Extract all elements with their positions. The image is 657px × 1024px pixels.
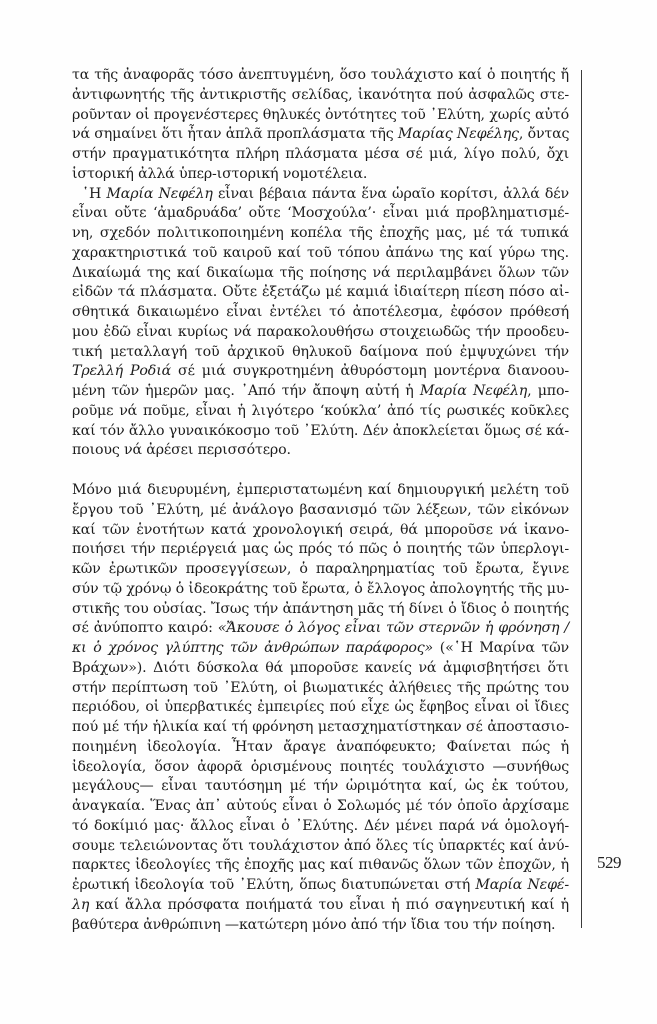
text-line	[72, 441, 569, 461]
text-line	[72, 580, 569, 600]
text-line	[72, 758, 569, 778]
text-line	[72, 560, 569, 580]
text-span: σθητικά δικαιωμένο εἶναι ἐντέλει τό ἀποτέλεσμα, ἐφόσον πρόθεσή	[72, 304, 569, 320]
text-span: ῾Η	[82, 185, 107, 202]
text-span: ἐρωτική ἰδεολογία τοῦ ᾿Ελύτη, ὅπως διατυπώνεται στή	[72, 877, 476, 893]
text-line	[72, 837, 569, 857]
text-span: Μόνο μιά διευρυμένη, ἐμπεριστατωμένη καί δημιουργική μελέτη τοῦ	[72, 482, 569, 498]
text-span: τα τῆς ἀναφορᾶς τόσο ἀνεπτυγμένη, ὅσο τουλάχιστο καί ὁ ποιητής ἤ	[72, 67, 569, 83]
text-span: τική μεταλλαγή τοῦ ἀρχικοῦ θηλυκοῦ δαίμονα πού ἐμψυχώνει τήν	[72, 343, 569, 360]
text-span: νά σημαίνει ὅτι ἦταν ἁπλᾶ προπλάσματα τῆς	[72, 126, 398, 143]
paragraph-3	[72, 481, 569, 935]
text-line	[72, 540, 569, 560]
text-line	[72, 382, 569, 402]
italic-span: κι ὁ χρόνος γλύπτης τῶν ἀνθρώπων παράφορος»	[72, 640, 434, 656]
text-span: καί ἄλλα πρόσφατα ποιήματά του εἶναι ἡ πιό σαγηνευτική καί ἡ	[89, 896, 569, 913]
text-line	[72, 303, 569, 323]
text-span: ποιήσει τήν περιέργειά μας ὡς πρός τό πῶς ὁ ποιητής τῶν ὑπερλογι-	[72, 541, 569, 558]
text-span: περιόδου, οἱ ὑπερβατικές ἐμπειρίες πού εἶχε ὡς ἔφηβος εἶναι οἱ ἴδιες	[72, 699, 569, 716]
section-break	[72, 461, 569, 481]
italic-span: Μαρία Νεφέλη	[419, 383, 528, 399]
text-line	[72, 66, 569, 86]
text-line	[72, 738, 569, 758]
text-span: εἶναι βέβαια πάντα ἕνα ὡραῖο κορίτσι, ἀλλά δέν	[212, 185, 569, 202]
text-span: σέ μιά συγκροτημένη ἀθυρόστομη μοντέρνα διανοου-	[171, 363, 570, 380]
text-line	[72, 619, 569, 639]
text-line	[72, 501, 569, 521]
text-span: εἶναι οὔτε ‘ἀμαδρυάδα’ οὔτε ‘Μοσχούλα’· εἶναι μιά προβληματισμέ-	[72, 205, 569, 222]
text-span: , ὄντας	[518, 126, 570, 143]
text-span: σουμε τελειώνοντας ὅτι τουλάχιστον ἀπό ὅλες τίς ὑπαρκτές καί ἀνύ-	[72, 837, 569, 854]
text-span: ἰδεολογία, ὅσον ἀφορᾶ ὁρισμένους ποιητές τουλάχιστο —συνήθως	[72, 758, 569, 775]
text-span: χαρακτηριστικά τοῦ καιροῦ καί τοῦ τόπου ἀπάνω της καί γύρω της.	[72, 244, 569, 261]
text-span: στήν πραγματικότητα πλήρη πλάσματα μέσα σέ μιά, λίγο πολύ, ὄχι	[72, 146, 569, 162]
text-span: νη, σχεδόν πολιτικοποιημένη κοπέλα τῆς ἐποχῆς μας, μέ τά τυπικά	[72, 225, 569, 241]
italic-span: Μαρία Νεφέ-	[475, 877, 569, 893]
text-span: Δικαίωμά της καί δικαίωμα τῆς ποίησης νά περιλαμβάνει ὅλων τῶν	[72, 264, 569, 281]
text-span: στικῆς του οὐσίας. Ἴσως τήν ἀπάντηση μᾶς τή δίνει ὁ ἴδιος ὁ ποιητής	[72, 600, 569, 617]
text-line	[72, 817, 569, 837]
text-line	[72, 777, 569, 797]
text-line	[72, 323, 569, 343]
text-line	[72, 125, 569, 145]
text-span: μεγάλους— εἶναι ταυτόσημη μέ τήν ὡριμότητα καί, ὡς ἐκ τούτου,	[72, 778, 569, 795]
text-span: ἱστορική ἀλλά ὑπερ-ιστορική νομοτέλεια.	[72, 165, 368, 182]
text-span: ροῦμε νά ποῦμε, εἶναι ἡ λιγότερο ‘κούκλα’ ἀπό τίς ρωσικές κοῦκλες	[72, 402, 569, 419]
text-line	[72, 224, 569, 244]
italic-span: λη	[72, 896, 90, 913]
text-span: πού μέ τήν ἡλικία καί τή φρόνηση μετασχηματίστηκαν σέ ἀποστασιο-	[72, 719, 569, 735]
text-span: βαθύτερα ἀνθρώπινη —κατώτερη μόνο ἀπό τήν ἴδια του τήν ποίηση.	[72, 916, 556, 933]
text-span: στήν περίπτωση τοῦ ᾿Ελύτη, οἱ βιωματικές ἀλήθειες τῆς πρώτης του	[72, 679, 569, 696]
paragraph-1	[72, 66, 569, 185]
paragraph-2	[72, 185, 569, 462]
text-line	[72, 659, 569, 679]
text-line	[72, 718, 569, 738]
text-span: ποιους νά ἀρέσει περισσότερο.	[72, 442, 291, 459]
text-line	[72, 679, 569, 699]
italic-span: Μαρίας Νεφέλης	[397, 126, 519, 143]
text-span: ποιημένη ἰδεολογία. Ἦταν ἄραγε ἀναπόφευκτο; Φαίνεται πώς ἡ	[72, 738, 569, 755]
text-span: εἰδῶν τά πλάσματα. Οὔτε ἐξετάζω μέ καμιά ἰδιαίτερη πίεση πόσο αἰ-	[72, 284, 569, 301]
text-line	[72, 283, 569, 303]
text-span: παρκτες ἰδεολογίες τῆς ἐποχῆς μας καί πιθανῶς ὅλων τῶν ἐποχῶν, ἡ	[72, 857, 569, 874]
text-span: Βράχων»). Διότι δύσκολα θά μποροῦσε κανείς νά ἀμφισβητήσει ὅτι	[72, 659, 569, 676]
text-span: ἀναγκαία. Ἕνας ἀπ᾿ αὐτούς εἶναι ὁ Σολωμός μέ τόν ὁποῖο ἀρχίσαμε	[72, 798, 569, 814]
text-line	[72, 481, 569, 501]
text-line	[72, 698, 569, 718]
text-span: σύν τῷ χρόνῳ ὁ ἰδεοκράτης τοῦ ἔρωτα, ὁ ἔλλογος ἀπολογητής τῆς μυ-	[72, 580, 569, 597]
text-span: τό δοκίμιό μας· ἄλλος εἶναι ὁ ᾿Ελύτης. Δέν μένει παρά νά ὁμολογή-	[72, 817, 569, 834]
text-line	[72, 264, 569, 284]
text-line	[72, 145, 569, 165]
margin-rule	[581, 70, 582, 928]
text-line	[72, 896, 569, 916]
text-span: μένη τῶν ἡμερῶν μας. ᾿Από τήν ἄποψη αὐτή ἡ	[72, 383, 420, 399]
text-line	[72, 86, 569, 106]
text-line	[72, 916, 569, 936]
text-column	[72, 66, 569, 935]
text-line	[72, 422, 569, 442]
text-span: , μπο-	[527, 383, 570, 399]
page-number: 529	[597, 853, 621, 872]
text-line	[72, 343, 569, 363]
text-line	[72, 876, 569, 896]
text-span: μου ἐδῶ εἶναι κυρίως νά παρακολουθήσω στοιχειωδῶς τήν προοδευ-	[72, 323, 569, 340]
text-span: ἀντιφωνητής τῆς ἀντικριστῆς σελίδας, ἱκανότητα πού ἀσφαλῶς στε-	[72, 86, 569, 103]
italic-span: «Ἄκουσε ὁ λόγος εἶναι τῶν στερνῶν ἡ φρόνηση /	[217, 620, 569, 637]
text-line	[72, 797, 569, 817]
text-line	[72, 244, 569, 264]
text-line	[72, 204, 569, 224]
text-span: ἔργου τοῦ ᾿Ελύτη, μέ ἀνάλογο βασανισμό τῶν λέξεων, τῶν εἰκόνων	[72, 501, 569, 518]
italic-span: Τρελλή Ροδιά	[72, 363, 172, 380]
text-line	[72, 600, 569, 620]
text-span: καί τῶν ἑνοτήτων κατά χρονολογική σειρά, θά μποροῦσε νά ἱκανο-	[72, 521, 569, 538]
text-line	[72, 185, 569, 205]
text-line	[72, 402, 569, 422]
text-line	[72, 362, 569, 382]
text-line	[72, 521, 569, 541]
text-line	[72, 856, 569, 876]
text-span: καί τόν ἄλλο γυναικόκοσμο τοῦ ᾿Ελύτη. Δέν ἀποκλείεται ὅμως σέ κά-	[72, 422, 569, 439]
text-line	[72, 106, 569, 126]
text-span: ροῦνταν οἱ προγενέστερες θηλυκές ὀντότητες τοῦ ᾿Ελύτη, χωρίς αὐτό	[72, 106, 569, 123]
italic-span: Μαρία Νεφέλη	[106, 185, 213, 202]
text-line	[72, 165, 569, 185]
text-span: σέ ἀνύποπτο καιρό:	[72, 620, 218, 637]
text-span: κῶν ἐρωτικῶν προσεγγίσεων, ὁ παραληρηματίας τοῦ ἔρωτα, ἔγινε	[72, 561, 569, 577]
text-span: («῾Η Μαρίνα τῶν	[433, 640, 569, 656]
text-line	[72, 639, 569, 659]
